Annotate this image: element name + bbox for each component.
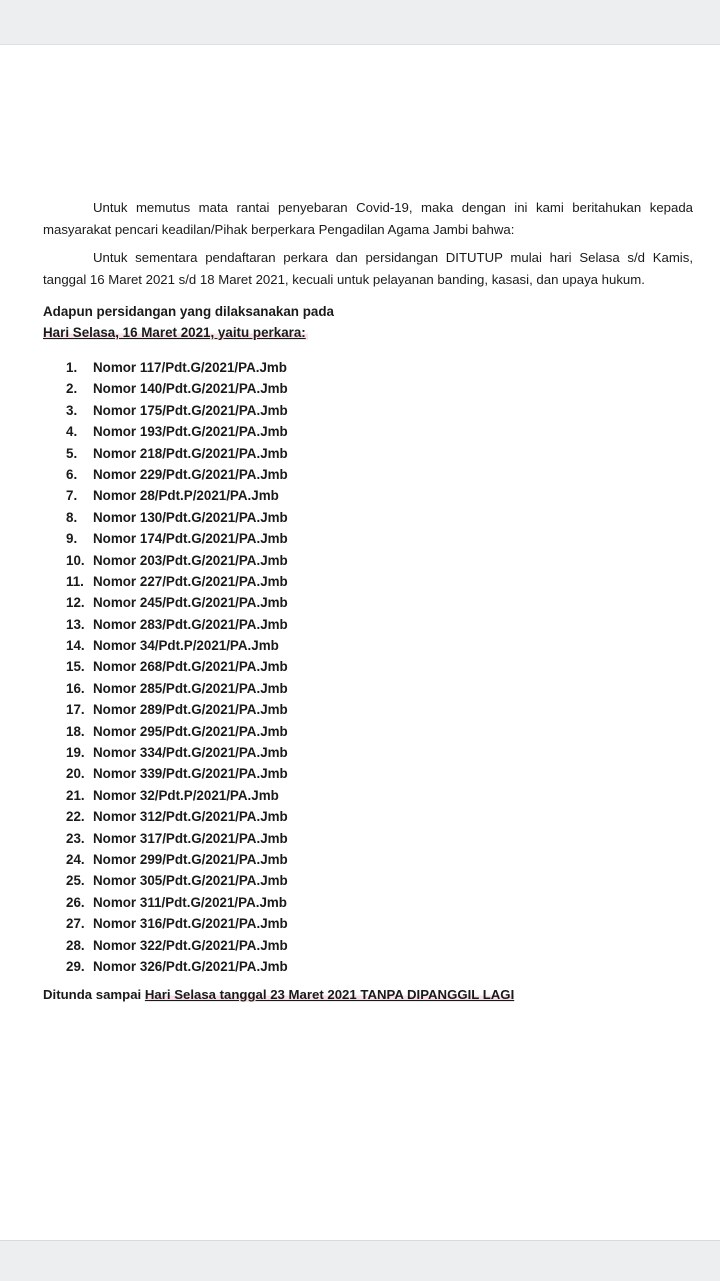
case-list-item — [66, 635, 288, 656]
case-number-marker: 17. — [66, 702, 85, 718]
case-number-marker: 5. — [66, 445, 78, 461]
case-reference: Nomor 316/Pdt.G/2021/PA.Jmb — [93, 916, 288, 932]
case-list-item — [66, 592, 288, 613]
case-number-marker: 14. — [66, 638, 85, 654]
case-list-item — [66, 421, 288, 442]
case-list-item — [66, 485, 288, 506]
case-reference: Nomor 229/Pdt.G/2021/PA.Jmb — [93, 466, 288, 482]
case-number-marker: 24. — [66, 851, 85, 867]
case-number-marker: 9. — [66, 531, 78, 547]
case-reference: Nomor 334/Pdt.G/2021/PA.Jmb — [93, 745, 288, 761]
case-number-marker: 16. — [66, 680, 85, 696]
case-list-item — [66, 763, 288, 784]
case-reference: Nomor 295/Pdt.G/2021/PA.Jmb — [93, 723, 288, 739]
case-list-item — [66, 828, 288, 849]
case-number-marker: 22. — [66, 809, 85, 825]
case-list-item — [66, 892, 288, 913]
case-number-marker: 27. — [66, 916, 85, 932]
case-number-marker: 25. — [66, 873, 85, 889]
case-list-item — [66, 357, 288, 378]
closure-text: Untuk sementara pendaftaran perkara dan persidangan DITUTUP mulai hari Selasa s/d Kamis, tanggal 16 Maret 2021 s/d 18 Maret 2021, kecuali untuk pelayanan banding, kasasi, dan upaya hukum. — [43, 250, 693, 287]
case-reference: Nomor 285/Pdt.G/2021/PA.Jmb — [93, 680, 288, 696]
case-number-marker: 11. — [66, 573, 84, 589]
case-list-item — [66, 378, 288, 399]
case-reference: Nomor 268/Pdt.G/2021/PA.Jmb — [93, 659, 288, 675]
case-list-item — [66, 935, 288, 956]
case-number-marker: 8. — [66, 509, 78, 525]
case-reference: Nomor 326/Pdt.G/2021/PA.Jmb — [93, 958, 288, 974]
intro-text: Untuk memutus mata rantai penyebaran Covid-19, maka dengan ini kami beritahukan kepada masyarakat pencari keadilan/Pihak berperkara Pengadilan Agama Jambi bahwa: — [43, 200, 693, 237]
case-number-marker: 7. — [66, 488, 78, 504]
hearing-heading: Adapun persidangan yang dilaksanakan pada — [43, 304, 334, 319]
case-list-item — [66, 806, 288, 827]
case-reference: Nomor 227/Pdt.G/2021/PA.Jmb — [93, 573, 288, 589]
case-number-marker: 26. — [66, 894, 85, 910]
case-list-item — [66, 550, 288, 571]
case-number-marker: 4. — [66, 424, 78, 440]
case-list-item — [66, 870, 288, 891]
case-reference: Nomor 283/Pdt.G/2021/PA.Jmb — [93, 616, 288, 632]
case-reference: Nomor 312/Pdt.G/2021/PA.Jmb — [93, 809, 288, 825]
case-reference: Nomor 175/Pdt.G/2021/PA.Jmb — [93, 402, 288, 418]
case-list-item — [66, 507, 288, 528]
case-reference: Nomor 245/Pdt.G/2021/PA.Jmb — [93, 595, 288, 611]
case-number-marker: 23. — [66, 830, 85, 846]
case-number-marker: 20. — [66, 766, 85, 782]
case-reference: Nomor 140/Pdt.G/2021/PA.Jmb — [93, 381, 288, 397]
case-list-item — [66, 571, 288, 592]
case-reference: Nomor 218/Pdt.G/2021/PA.Jmb — [93, 445, 288, 461]
case-reference: Nomor 130/Pdt.G/2021/PA.Jmb — [93, 509, 288, 525]
case-number-marker: 19. — [66, 745, 85, 761]
intro-paragraph — [43, 197, 693, 241]
case-reference: Nomor 289/Pdt.G/2021/PA.Jmb — [93, 702, 288, 718]
case-reference: Nomor 32/Pdt.P/2021/PA.Jmb — [93, 787, 279, 803]
case-reference: Nomor 317/Pdt.G/2021/PA.Jmb — [93, 830, 288, 846]
case-number-marker: 29. — [66, 958, 85, 974]
case-reference: Nomor 174/Pdt.G/2021/PA.Jmb — [93, 531, 288, 547]
case-reference: Nomor 299/Pdt.G/2021/PA.Jmb — [93, 851, 288, 867]
case-list — [66, 357, 288, 977]
postponed-date-highlight: Hari Selasa tanggal 23 Maret 2021 TANPA DIPANGGIL LAGI — [144, 987, 515, 1002]
case-list-item — [66, 956, 288, 977]
case-reference: Nomor 203/Pdt.G/2021/PA.Jmb — [93, 552, 288, 568]
case-list-item — [66, 913, 288, 934]
case-list-item — [66, 699, 288, 720]
case-list-item — [66, 443, 288, 464]
case-list-item — [66, 656, 288, 677]
case-reference: Nomor 28/Pdt.P/2021/PA.Jmb — [93, 488, 279, 504]
case-number-marker: 1. — [66, 360, 78, 375]
case-number-marker: 28. — [66, 937, 85, 953]
case-number-marker: 3. — [66, 402, 78, 418]
case-number-marker: 2. — [66, 381, 78, 397]
case-reference: Nomor 339/Pdt.G/2021/PA.Jmb — [93, 766, 288, 782]
case-number-marker: 15. — [66, 659, 85, 675]
case-reference: Nomor 34/Pdt.P/2021/PA.Jmb — [93, 638, 279, 654]
case-list-item — [66, 849, 288, 870]
case-list-item — [66, 528, 288, 549]
case-list-item — [66, 785, 288, 806]
case-list-item — [66, 464, 288, 485]
hearing-date-heading: Hari Selasa, 16 Maret 2021, yaitu perkara: — [43, 325, 306, 340]
postponed-notice — [43, 987, 514, 1002]
postponed-prefix: Ditunda sampai — [43, 987, 142, 1002]
viewer-top-bar — [0, 0, 720, 45]
case-number-marker: 12. — [66, 595, 85, 611]
case-list-item — [66, 614, 288, 635]
case-number-marker: 10. — [66, 552, 85, 568]
case-reference: Nomor 322/Pdt.G/2021/PA.Jmb — [93, 937, 288, 953]
case-reference: Nomor 193/Pdt.G/2021/PA.Jmb — [93, 424, 288, 440]
case-number-marker: 13. — [66, 616, 85, 632]
viewer-bottom-bar — [0, 1240, 720, 1281]
case-number-marker: 18. — [66, 723, 85, 739]
case-number-marker: 6. — [66, 466, 78, 482]
case-reference: Nomor 117/Pdt.G/2021/PA.Jmb — [93, 360, 287, 375]
case-number-marker: 21. — [66, 787, 85, 803]
closure-paragraph — [43, 247, 693, 291]
case-list-item — [66, 678, 288, 699]
document-page — [0, 45, 720, 1240]
case-reference: Nomor 305/Pdt.G/2021/PA.Jmb — [93, 873, 288, 889]
case-reference: Nomor 311/Pdt.G/2021/PA.Jmb — [93, 894, 287, 910]
case-list-item — [66, 742, 288, 763]
case-list-item — [66, 400, 288, 421]
case-list-item — [66, 721, 288, 742]
